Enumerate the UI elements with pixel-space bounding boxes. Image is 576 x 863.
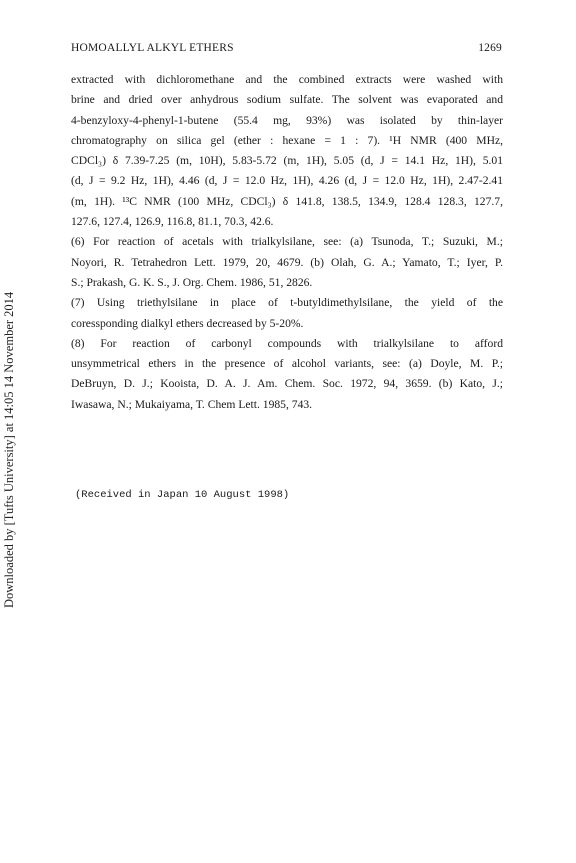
body-line: chromatography on silica gel (ether : hexane = 1 : 7). ¹H NMR (400 MHz, <box>71 133 503 147</box>
footnote-8-line: Iwasawa, N.; Mukaiyama, T. Chem Lett. 1985, 743. <box>71 397 313 411</box>
body-line: extracted with dichloromethane and the combined extracts were washed with <box>71 73 503 86</box>
body-line: (m, 1H). ¹³C NMR (100 MHz, CDCl₃) δ 141.8, 138.5, 134.9, 128.4 128.3, 127.7, <box>71 194 503 208</box>
footnote-7-line: coressponding dialkyl ethers decreased by 5-20%. <box>71 316 304 330</box>
footnote-8-line: unsymmetrical ethers in the presence of alcohol variants, see: (a) Doyle, M. P.; <box>71 357 503 371</box>
footnote-6-line: (6) For reaction of acetals with trialkylsilane, see: (a) Tsunoda, T.; Suzuki, M.; <box>71 235 503 249</box>
running-title: HOMOALLYL ALKYL ETHERS <box>71 42 234 54</box>
footnote-7-line: (7) Using triethylsilane in place of t-butyldimethylsilane, the yield of the <box>71 296 503 310</box>
received-date: (Received in Japan 10 August 1998) <box>75 489 290 501</box>
footnote-8-line: (8) For reaction of carbonyl compounds with trialkylsilane to afford <box>71 336 503 350</box>
body-line: brine and dried over anhydrous sodium sulfate. The solvent was evaporated and <box>71 93 503 107</box>
body-text <box>71 70 503 415</box>
page-number: 1269 <box>478 42 502 54</box>
footnote-6-line: Noyori, R. Tetrahedron Lett. 1979, 20, 4679. (b) Olah, G. A.; Yamato, T.; Iyer, P. <box>71 255 503 269</box>
body-line: CDCl₃) δ 7.39-7.25 (m, 10H), 5.83-5.72 (m, 1H), 5.05 (d, J = 14.1 Hz, 1H), 5.01 <box>71 154 503 168</box>
download-watermark-text: Downloaded by [Tufts University] at 14:05 14 November 2014 <box>2 291 16 608</box>
body-line: (d, J = 9.2 Hz, 1H), 4.46 (d, J = 12.0 Hz, 1H), 4.26 (d, J = 12.0 Hz, 1H), 2.47-2.41 <box>71 174 503 188</box>
footnote-8-line: DeBruyn, D. J.; Kooista, D. A. J. Am. Chem. Soc. 1972, 94, 3659. (b) Kato, J.; <box>71 377 503 391</box>
body-line: 127.6, 127.4, 126.9, 116.8, 81.1, 70.3, 42.6. <box>71 215 274 229</box>
body-line: 4-benzyloxy-4-phenyl-1-butene (55.4 mg, 93%) was isolated by thin-layer <box>71 113 503 127</box>
footnote-6-line: S.; Prakash, G. K. S., J. Org. Chem. 1986, 51, 2826. <box>71 275 313 289</box>
